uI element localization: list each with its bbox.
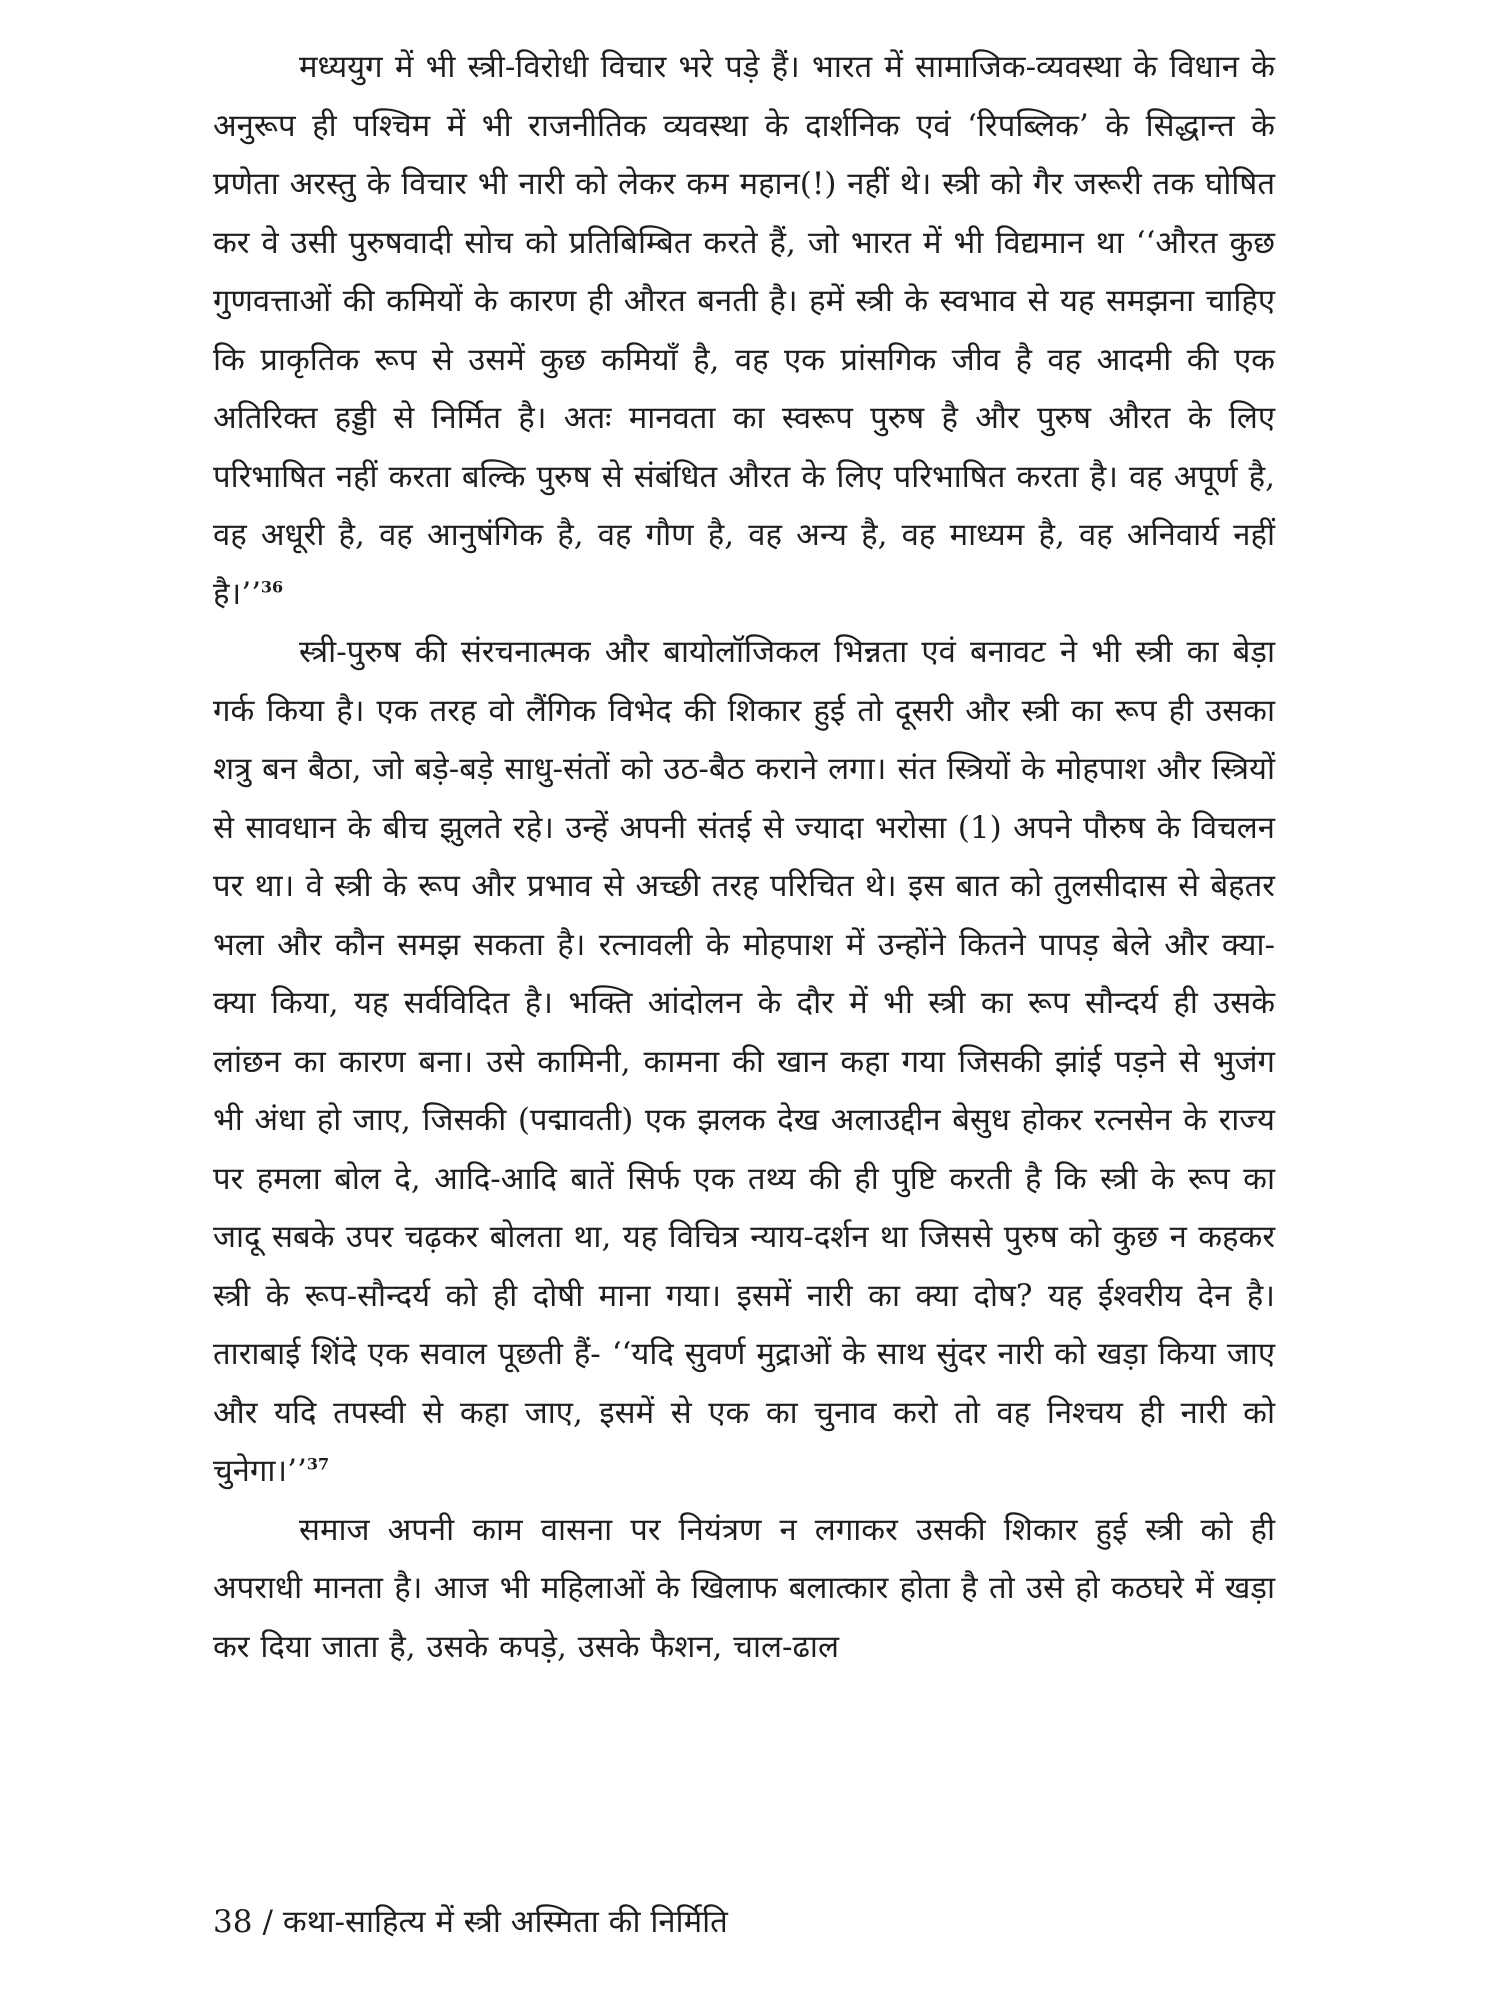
paragraph-1 [213,38,1275,623]
footer-separator: / [262,1904,273,1940]
paragraph-2 [213,623,1275,1501]
paragraph-2-text: स्त्री-पुरुष की संरचनात्मक और बायोलॉजिकल भिन्नता एवं बनावट ने भी स्त्री का बेड़ा गर्क किया है। एक तरह वो लैंगिक विभेद की शिकार हुई तो दूसरी और स्त्री का रूप ही उसका शत्रु बन बैठा, जो बड़े-बड़े साधु-संतों को उठ-बैठ कराने लगा। संत स्त्रियों के मोहपाश और स्त्रियों से सावधान के बीच झुलते रहे। उन्हें अपनी संतई से ज्यादा भरोसा (1) अपने पौरुष के विचलन पर था। वे स्त्री के रूप और प्रभाव से अच्छी तरह परिचित थे। इस बात को तुलसीदास से बेहतर भला और कौन समझ सकता है। रत्नावली के मोहपाश में उन्होंने कितने पापड़ बेले और क्या-क्या किया, यह सर्वविदित है। भक्ति आंदोलन के दौर में भी स्त्री का रूप सौन्दर्य ही उसके लांछन का कारण बना। उसे कामिनी, कामना की खान कहा गया जिसकी झांई पड़ने से भुजंग भी अंधा हो जाए, जिसकी (पद्मावती) एक झलक देख अलाउद्दीन बेसुध होकर रत्नसेन के राज्य पर हमला बोल दे, आदि-आदि बातें सिर्फ एक तथ्य की ही पुष्टि करती है कि स्त्री के रूप का जादू सबके उपर चढ़कर बोलता था, यह विचित्र न्याय-दर्शन था जिससे पुरुष को कुछ न कहकर स्त्री के रूप-सौन्दर्य को ही दोषी माना गया। इसमें नारी का क्या दोष? यह ईश्वरीय देन है। ताराबाई शिंदे एक सवाल पूछती हैं- ‘‘यदि सुवर्ण मुद्राओं के साथ सुंदर नारी को खड़ा किया जाए और यदि तपस्वी से कहा जाए, इसमें से एक का चुनाव करो तो वह निश्चय ही नारी को चुनेगा।’’ [213,634,1275,1489]
page-footer [213,1902,728,1942]
book-title: कथा-साहित्य में स्त्री अस्मिता की निर्मिति [282,1904,728,1940]
paragraph-3 [213,1501,1275,1677]
body-text [213,38,1275,1676]
paragraph-3-text: समाज अपनी काम वासना पर नियंत्रण न लगाकर उसकी शिकार हुई स्त्री को ही अपराधी मानता है। आज भी महिलाओं के खिलाफ बलात्कार होता है तो उसे हो कठघरे में खड़ा कर दिया जाता है, उसके कपड़े, उसके फैशन, चाल-ढाल [213,1511,1275,1665]
page-number: 38 [213,1904,253,1940]
paragraph-1-text: मध्ययुग में भी स्त्री-विरोधी विचार भरे पड़े हैं। भारत में सामाजिक-व्यवस्था के विधान के अनुरूप ही पश्चिम में भी राजनीतिक व्यवस्था के दार्शनिक एवं ‘रिपब्लिक’ के सिद्धान्त के प्रणेता अरस्तु के विचार भी नारी को लेकर कम महान(!) नहीं थे। स्त्री को गैर जरूरी तक घोषित कर वे उसी पुरुषवादी सोच को प्रतिबिम्बित करते हैं, जो भारत में भी विद्यमान था ‘‘औरत कुछ गुणवत्ताओं की कमियों के कारण ही औरत बनती है। हमें स्त्री के स्वभाव से यह समझना चाहिए कि प्राकृतिक रूप से उसमें कुछ कमियाँ है, वह एक प्रांसगिक जीव है वह आदमी की एक अतिरिक्त हड्डी से निर्मित है। अतः मानवता का स्वरूप पुरुष है और पुरुष औरत के लिए परिभाषित नहीं करता बल्कि पुरुष से संबंधित औरत के लिए परिभाषित करता है। वह अपूर्ण है, वह अधूरी है, वह आनुषंगिक है, वह गौण है, वह अन्य है, वह माध्यम है, वह अनिवार्य नहीं है।’’ [213,49,1275,612]
footnote-ref-37: 37 [306,1454,330,1474]
footnote-ref-36: 36 [260,577,284,597]
